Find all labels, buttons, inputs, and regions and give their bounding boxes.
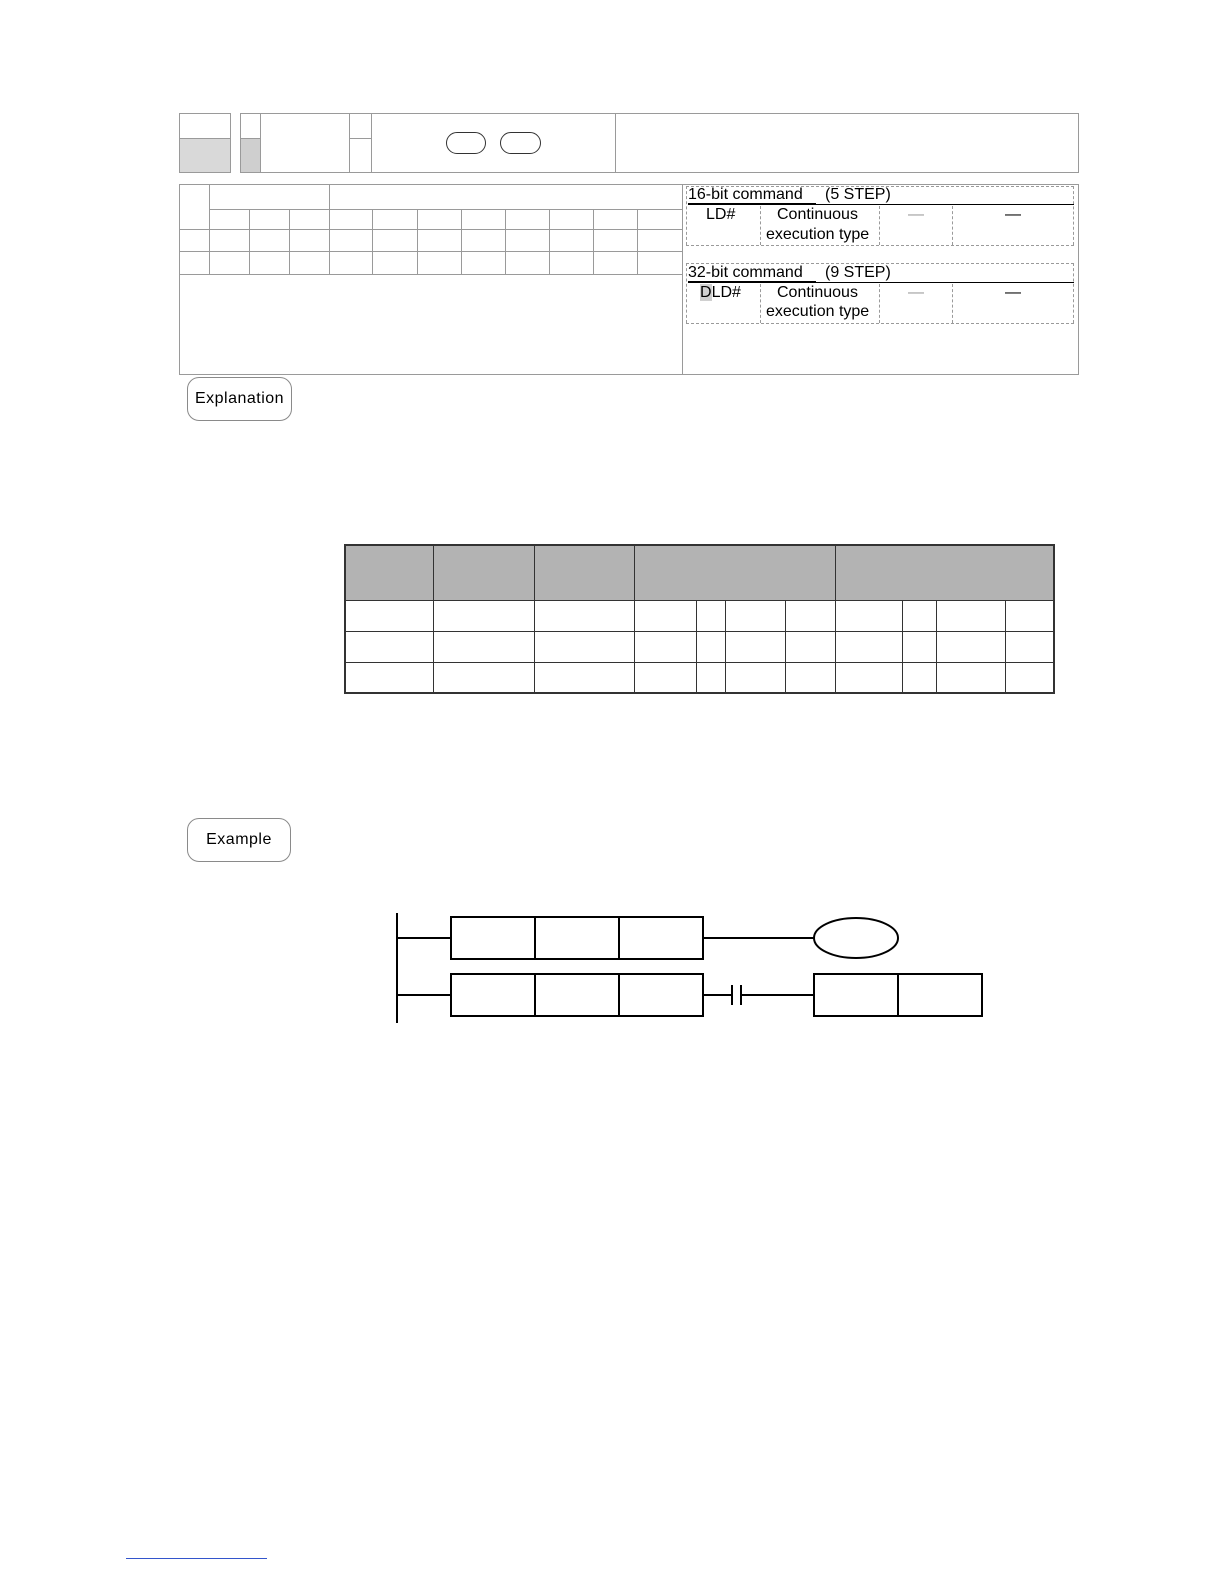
cmd32-header-underline-bold	[688, 281, 816, 283]
cmd16-mnemonic: LD#	[706, 206, 736, 223]
mnemonic-flag-col	[260, 114, 261, 172]
mnemonic-box	[240, 113, 616, 173]
operand-col-line-2	[371, 114, 372, 172]
cmd32-sep-1	[760, 284, 761, 323]
rung1-instruction-box-3	[619, 917, 703, 959]
rung2-instruction-box-3	[619, 974, 703, 1016]
operator-header-cell	[836, 545, 1054, 600]
grid-vline	[682, 185, 683, 374]
grid-vline	[637, 209, 638, 274]
operator-header-cell	[534, 545, 634, 600]
rung2-instruction-box-1	[451, 974, 535, 1016]
cmd16-header: 16-bit command	[688, 186, 803, 203]
rung1-instruction-box-1	[451, 917, 535, 959]
operand-section	[179, 184, 1079, 375]
cmd32-right-dash	[1073, 263, 1074, 323]
cmd16-left-dash	[686, 186, 687, 245]
cmd16-sep-1	[760, 206, 761, 245]
operand-oval-2	[500, 132, 541, 154]
cmd32-mnemonic-prefix: D	[700, 284, 712, 301]
cmd32-header: 32-bit command	[688, 264, 803, 281]
cmd16-step: (5 STEP)	[825, 186, 891, 203]
rung2-output-box-2	[898, 974, 982, 1016]
table-row	[345, 662, 1054, 693]
grid-hline	[209, 209, 682, 210]
operand-col-line-1	[349, 114, 350, 172]
cmd16-right-dash	[1073, 186, 1074, 245]
operator-table	[344, 544, 1055, 694]
grid-hline	[180, 274, 682, 275]
grid-vline	[372, 209, 373, 274]
explanation-label: Explanation	[187, 377, 292, 421]
mnemonic-flag-shade	[241, 139, 260, 172]
cmd16-col3: —	[908, 206, 924, 223]
table-row	[345, 600, 1054, 631]
rung2-instruction-box-2	[535, 974, 619, 1016]
ladder-diagram	[380, 905, 1000, 1035]
operator-header-cell	[434, 545, 535, 600]
cmd32-mnemonic-rest: LD#	[711, 284, 741, 301]
grid-vline	[549, 209, 550, 274]
description-box	[615, 113, 1079, 173]
grid-vline	[417, 209, 418, 274]
cmd16-sep-3	[952, 206, 953, 245]
example-label: Example	[187, 818, 291, 862]
rung2-output-box-1	[814, 974, 898, 1016]
operator-header-cell	[345, 545, 434, 600]
footer-link-underline[interactable]	[126, 1558, 267, 1559]
rung1-instruction-box-2	[535, 917, 619, 959]
operand-row-divider	[350, 138, 371, 139]
cmd32-sep-2	[879, 284, 880, 323]
cmd32-bottom-dash	[686, 323, 1074, 324]
cmd32-col4: —	[1005, 284, 1021, 301]
grid-vline	[461, 209, 462, 274]
cmd32-exec-line2: execution type	[766, 303, 870, 320]
cmd32-step: (9 STEP)	[825, 264, 891, 281]
grid-vline	[249, 209, 250, 274]
cmd32-mnemonic	[700, 284, 741, 302]
cmd32-left-dash	[686, 263, 687, 323]
table-row	[345, 631, 1054, 662]
cmd16-exec-line1: Continuous	[777, 206, 858, 223]
cmd16-exec-line2: execution type	[766, 226, 870, 243]
grid-vline	[505, 209, 506, 274]
cmd16-bottom-dash	[686, 245, 1074, 246]
cmd32-exec-line1: Continuous	[777, 284, 858, 301]
grid-vline	[593, 209, 594, 274]
operand-oval-1	[446, 132, 486, 154]
api-number-shade	[180, 139, 230, 172]
grid-hline	[180, 229, 682, 230]
rung1-output-coil	[814, 918, 898, 958]
header-strip	[0, 0, 1224, 180]
cmd16-col4: —	[1005, 206, 1021, 223]
cmd32-col3: —	[908, 284, 924, 301]
api-number-divider	[180, 138, 230, 139]
grid-vline	[289, 209, 290, 274]
operator-header-cell	[634, 545, 835, 600]
cmd16-sep-2	[879, 206, 880, 245]
cmd16-header-underline-bold	[688, 203, 816, 205]
grid-hline	[180, 251, 682, 252]
cmd32-sep-3	[952, 284, 953, 323]
